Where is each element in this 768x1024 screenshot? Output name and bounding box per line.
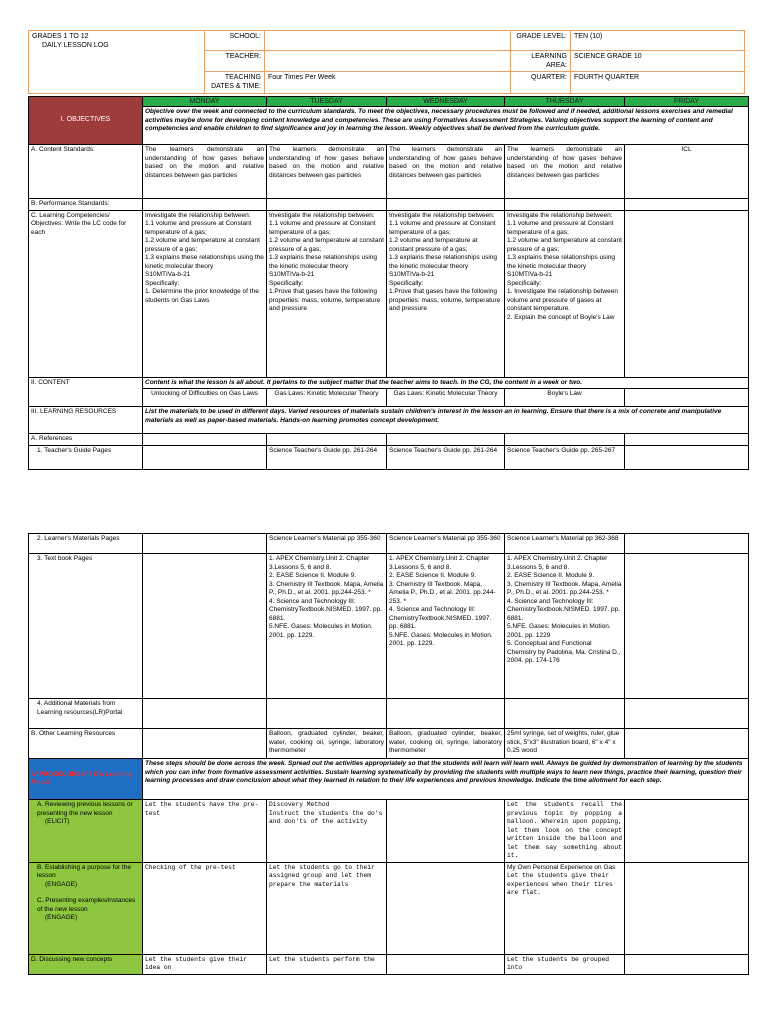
proc-b-tue: Let the students go to their assigned group and let them prepare the materials: [267, 862, 387, 954]
cell-line: 5.NFE. Gases: Molecules in Motion. 2001. pp. 1229.: [269, 623, 373, 639]
content-standards-fri: ICL: [625, 145, 749, 199]
textbook-wed: [387, 554, 505, 699]
cell-line: 2. EASE Science II. Module 9.: [269, 572, 357, 579]
learners-materials-label: 2. Learner's Materials Pages: [29, 534, 143, 554]
proc-b-thu: My Own Personal Experience on Gas Let the students give their experiences when their tires are flat.: [505, 862, 625, 954]
other-resources-tue: Balloon, graduated cylinder, beaker, water, cooking oil, syringe, laboratory thermometer: [267, 729, 387, 759]
content-note: Content is what the lesson is all about. It pertains to the subject matter that the teacher aims to teach. In the CG, the content in a week or two.: [143, 377, 749, 389]
cell-line: 1.Prove that gases have the following properties: mass, volume, temperature and pressure: [389, 288, 501, 312]
proc-d-tue: Let the students perform the: [267, 954, 387, 974]
cell-line: Investigate the relationship between:: [269, 211, 375, 219]
resources-note: List the materials to be used in different days. Varied resources of materials sustain children's interest in the lesson an in learning. Ensure that there is a mix of concrete and manipulative materials as well as paper-based materials. Hands-on learning promotes concept development.: [143, 407, 749, 434]
quarter-value[interactable]: FOURTH QUARTER: [571, 72, 745, 94]
learners-materials-wed: Science Learner's Material pp 355-360: [387, 534, 505, 554]
proc-d-thu: Let the students be grouped into: [505, 954, 625, 974]
school-value[interactable]: [265, 31, 511, 51]
content-standards-wed: The learners demonstrate an understanding of how gases behave based on the motion and relative distances between gas particles: [387, 145, 505, 199]
content-thu: Boyle's Law: [505, 389, 625, 407]
header-table: [28, 30, 745, 94]
competencies-wed: [387, 210, 505, 377]
cell-line: 3. Chemistry III Textbook. Mapa, Amelia P., Ph.D., et al. 2001. pp.244-253. *: [269, 580, 384, 596]
area-value[interactable]: SCIENCE GRADE 10: [571, 51, 745, 72]
other-resources-label: B. Other Learning Resources: [29, 729, 143, 759]
cell-line: 3. Chemistry III Textbook. Mapa, Amelia P., Ph.D., et al. 2001. pp.244-253. *: [507, 580, 622, 596]
cell-line: 1.3 explains these relationships using the kinetic molecular theory: [269, 254, 378, 270]
cell-line: 1.3 explains these relationships using the kinetic molecular theory: [389, 254, 498, 270]
cell-line: 1. APEX Chemistry.Unit 2. Chapter 3.Lessons 5, 6 and 8.: [389, 555, 490, 571]
day-friday: FRIDAY: [625, 97, 749, 107]
references-label: A. References: [29, 434, 143, 446]
proc-b-mon: Checking of the pre-test: [143, 862, 267, 954]
cell-line: S10MTIVa-b-21: [269, 271, 315, 278]
cell-line: 1.3 explains these relationships using the kinetic molecular theory: [145, 254, 264, 270]
dates-label: TEACHING DATES & TIME:: [205, 72, 265, 94]
log-title: GRADES 1 TO 12 DAILY LESSON LOG: [29, 31, 205, 94]
cell-line: 5.NFE. Gases: Molecules in Motion. 2001. pp. 1229.: [389, 631, 493, 647]
cell-line: 1.1 volume and pressure at Constant temperature of a gas;: [389, 220, 496, 236]
lesson-table-top: [28, 96, 749, 470]
cell-line: 3. Chemistry III Textbook. Mapa, Amelia P., Ph.D., et al. 2001. pp.244-253. *: [389, 580, 496, 605]
procedures-note: These steps should be done across the week. Spread out the activities appropriately so that the students will learn will learn well. Always be guided by demonstration of learning by the students which you can infer from formative assessment activities. Sustain learning systematically by providing the students with multiple ways to learn new things, practice their learning, question their learning processes and draw conclusion about what they learned in relation to their life experiences and previous knowledge. Indicate the time allotment for each step.: [143, 759, 749, 800]
textbook-thu: [505, 554, 625, 699]
cell-line: 5. Conceptual and Functional Chemistry by Padolina, Ma. Cristina D., 2004. pp. 174-176: [507, 640, 621, 664]
proc-a-label: A. Reviewing previous lessons or presenting the new lesson (ELICIT): [29, 800, 143, 863]
competencies-tue: [267, 210, 387, 377]
day-thursday: THURSDAY: [505, 97, 625, 107]
teacher-value[interactable]: [265, 51, 511, 72]
proc-d-label: D. Discussing new concepts: [29, 954, 143, 974]
cell-line: 1.2 volume and temperature at constant pressure of a gas;: [269, 237, 384, 253]
content-tue: Gas Laws: Kinetic Molecular Theory: [267, 389, 387, 407]
procedures-label: IV PROCEDURES/ 7 E's Learning Model: [29, 759, 143, 800]
day-wednesday: WEDNESDAY: [387, 97, 505, 107]
teachers-guide-label: 1. Teacher's Guide Pages: [29, 445, 143, 469]
content-standards-label: A. Content Standards:: [29, 145, 143, 199]
objectives-note: Objective over the week and connected to the curriculum standards. To meet the objectives, necessary procedures must be followed and if needed, additional lessons exercises and remedial activities maybe done for developing content knowledge and competencies. These are using Formatives Assessment Strategies. Valuing objectives support the learning of content and competencies and enable children to find significance and joy in learning the lesson. Weekly objectives shall be derived from the curriculum guide.: [143, 107, 749, 145]
school-label: SCHOOL:: [205, 31, 265, 51]
cell-line: 1.2 volume and temperature at constant pressure of a gas;: [145, 237, 260, 253]
performance-standards-label: B. Performance Standards:: [29, 199, 143, 211]
content-label: II. CONTENT: [29, 377, 143, 407]
content-standards-thu: The learners demonstrate an understanding of how gases behave based on the motion and relative distances between gas particles: [505, 145, 625, 199]
proc-a-tue: Discovery Method Instruct the students the do's and don'ts of the activity: [267, 800, 387, 863]
cell-line: 1.2 volume and temperature at constant pressure of a gas;: [389, 237, 478, 253]
cell-line: Specifically:: [145, 279, 180, 287]
cell-line: Specifically:: [507, 279, 542, 287]
cell-line: 1. Determine the prior knowledge of the students on Gas Laws: [145, 288, 259, 304]
competencies-thu: [505, 210, 625, 377]
teachers-guide-thu: Science Teacher's Guide pp. 265-267: [505, 445, 625, 469]
cell-line: Investigate the relationship between:: [389, 211, 495, 219]
cell-line: 1. APEX Chemistry.Unit 2. Chapter 3.Lessons 5, 6 and 8.: [269, 555, 370, 571]
cell-line: Specifically:: [269, 279, 304, 287]
cell-line: S10MTIVa-b-21: [507, 271, 553, 278]
cell-line: Investigate the relationship between:: [507, 211, 613, 219]
grade-label: GRADE LEVEL:: [511, 31, 571, 51]
additional-label: 4. Additional Materials from Learning resources(LR)Portal: [29, 699, 143, 729]
other-resources-thu: 25ml syringe, set of weights, ruler, glue stick, 5"x3" illustration board, 6" x 4" x 0.25 wood: [505, 729, 625, 759]
quarter-label: QUARTER:: [511, 72, 571, 94]
cell-line: 1.Prove that gases have the following properties: mass, volume, temperature and pressure: [269, 288, 381, 312]
textbook-label: 3. Text book Pages: [29, 554, 143, 699]
content-wed: Gas Laws: Kinetic Molecular Theory: [387, 389, 505, 407]
area-label: LEARNING AREA:: [511, 51, 571, 72]
other-resources-wed: Balloon, graduated cylinder, beaker, water, cooking oil, syringe, laboratory thermometer: [387, 729, 505, 759]
cell-line: 1.1 volume and pressure at Constant temperature of a gas;: [269, 220, 376, 236]
cell-line: 2. EASE Science II. Module 9.: [389, 572, 477, 579]
cell-line: 1.1 volume and pressure at Constant temperature of a gas;: [145, 220, 252, 236]
day-monday: MONDAY: [143, 97, 267, 107]
cell-line: S10MTIVa-b-21: [145, 271, 191, 278]
cell-line: 4. Science and Technology III: ChemistryTextbook.NISMED. 1997. pp. 6881.: [507, 597, 621, 622]
lesson-table-bottom: [28, 533, 749, 975]
learners-materials-tue: Science Learner's Material pp 355-360: [267, 534, 387, 554]
cell-line: S10MTIVa-b-21: [389, 271, 435, 278]
cell-line: 1. Investigate the relationship between volume and pressure of gases at constant temperature.: [507, 288, 618, 312]
cell-line: 2. EASE Science II. Module 9.: [507, 572, 595, 579]
competencies-label: C. Learning Competencies/ Objectives: Write the LC code for each: [29, 210, 143, 377]
proc-d-mon: Let the students give their idea on: [143, 954, 267, 974]
dates-value[interactable]: Four Times Per Week: [265, 72, 511, 94]
cell-line: 1.3 explains these relationships using the kinetic molecular theory: [507, 254, 616, 270]
teachers-guide-wed: Science Teacher's Guide pp. 261-264: [387, 445, 505, 469]
objectives-label: I. OBJECTIVES: [29, 97, 143, 145]
cell-line: Investigate the relationship between:: [145, 211, 251, 219]
cell-line: 4. Science and Technology III: ChemistryTextbook.NISMED. 1997. pp. 6881.: [269, 597, 383, 622]
cell-line: 2. Explain the concept of Boyle's Law: [507, 313, 615, 321]
teachers-guide-tue: Science Teacher's Guide pp. 261-264: [267, 445, 387, 469]
proc-b-label: B. Establishing a purpose for the lesson (ENGAGE) C. Presenting examples/instances of the new lesson (ENGAGE): [29, 862, 143, 954]
day-tuesday: TUESDAY: [267, 97, 387, 107]
grade-value[interactable]: TEN (10): [571, 31, 745, 51]
cell-line: Specifically:: [389, 279, 424, 287]
teacher-label: TEACHER:: [205, 51, 265, 72]
cell-line: 1.1 volume and pressure at Constant temperature of a gas;: [507, 220, 614, 236]
cell-line: 1.2 volume and temperature at constant pressure of a gas;: [507, 237, 622, 253]
cell-line: 4. Science and Technology III: ChemistryTextbook.NISMED. 1997. pp. 6881.: [389, 606, 492, 630]
proc-a-thu: Let the students recall the previous topic by popping a balloon. Wherein upon popping, let them look on the concept written inside the balloon and let them say something about it.: [505, 800, 625, 863]
competencies-mon: [143, 210, 267, 377]
content-standards-mon: The learners demonstrate an understanding of how gases behave based on the motion and relative distances between gas particles: [143, 145, 267, 199]
proc-a-mon: Let the students have the pre-test: [143, 800, 267, 863]
cell-line: 5.NFE. Gases: Molecules in Motion. 2001. pp. 1229: [507, 623, 611, 639]
content-mon: Unlocking of Difficulties on Gas Laws: [143, 389, 267, 407]
textbook-tue: [267, 554, 387, 699]
content-standards-tue: The learners demonstrate an understanding of how gases behave based on the motion and relative distances between gas particles: [267, 145, 387, 199]
resources-label: III. LEARNING RESOURCES: [29, 407, 143, 434]
learners-materials-thu: Science Learner's Material pp 362-368: [505, 534, 625, 554]
cell-line: 1. APEX Chemistry.Unit 2. Chapter 3.Lessons 5, 6 and 8.: [507, 555, 608, 571]
